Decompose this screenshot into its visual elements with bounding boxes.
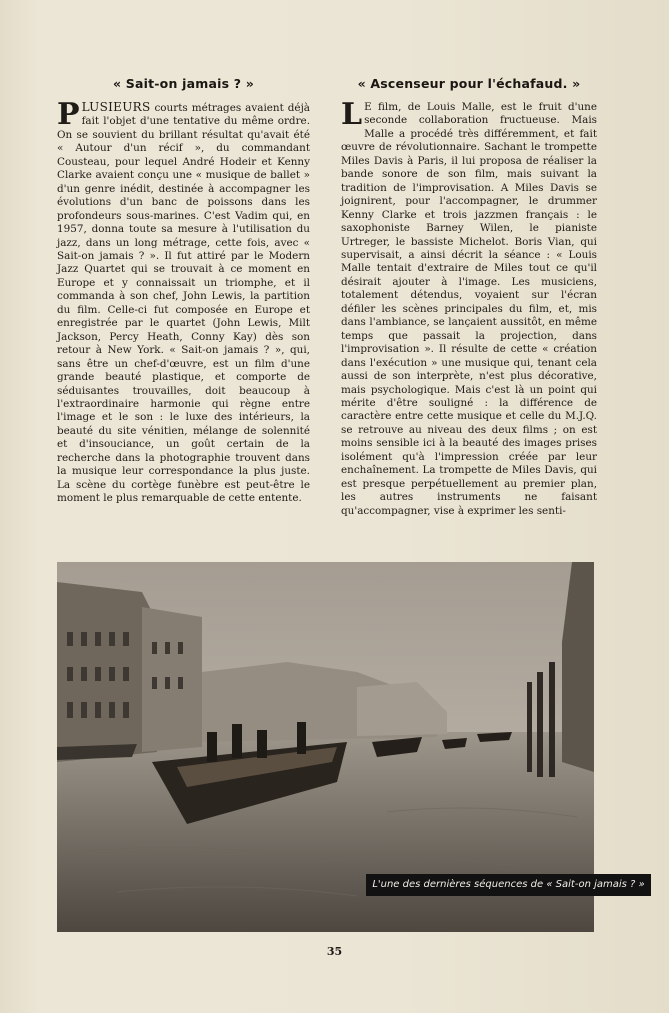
right-column-heading: « Ascenseur pour l'échafaud. » xyxy=(357,76,581,91)
photo-caption: L'une des dernières séquences de « Sait-on jamais ? » xyxy=(366,874,651,896)
right-column xyxy=(341,76,597,518)
right-column-text xyxy=(341,97,597,518)
right-dropcap: L xyxy=(341,97,363,132)
left-dropcap: P xyxy=(57,97,80,132)
left-column-heading: « Sait-on jamais ? » xyxy=(112,76,255,91)
left-lead-caps: LUSIEURS xyxy=(81,100,151,114)
left-column xyxy=(57,76,310,506)
right-body: E film, de Louis Malle, est le fruit d'une seconde collaboration fructueuse. Mais Malle a procédé très différemment, et fait œuvre de révolutionnaire. Sachant le trompette Miles Davis à Paris, il lui proposa de réaliser la bande sonore de son film, mais suivant la tradition de l'improvisation. A Miles Davis se joignirent, pour l'accompagner, le drummer Kenny Clarke et trois jazzmen français : le saxophoniste Barney Wilen, le pianiste Urtreger, le bassiste Michelot. Boris Vian, qui supervisait, a ainsi décrit la séance : « Louis Malle tentait d'extraire de Miles tout ce qu'il désirait ajouter à l'image. Les musiciens, totalement détendus, voyaient sur l'écran défiler les scènes principales du film, et, mis dans l'ambiance, se lançaient aussitôt, en même temps que passait la projection, dans l'improvisation ». Il résulte de cette « création dans l'exécution » une musique qui, tenant cela aussi de son interprète, n'est plus décorative, mais psychologique. Mais c'est là un point qui mérite d'être souligné : la différence de caractère entre cette musique et celle du M.J.Q. se retrouve au niveau des deux films ; on est moins sensible ici à la beauté des images prises isolément qu'à l'impression créée par leur enchaînement. La trompette de Miles Davis, qui est presque perpétuellement au premier plan, les autres instruments ne faisant qu'accompagner, vise à exprimer les senti- xyxy=(341,101,597,517)
page-number: 35 xyxy=(326,945,343,958)
left-column-text xyxy=(57,97,310,506)
left-body: courts métrages avaient déjà fait l'objet d'une tentative du même ordre. On se souvient du brillant résultat qu'avait été « Autour d'un récif », du commandant Cousteau, pour lequel André Hodeir et Kenny Clarke avaient conçu une « musique de ballet » d'un genre inédit, destinée à accompagner les évolutions d'un banc de poissons dans les profondeurs sous-marines. C'est Vadim qui, en 1957, donna toute sa mesure à l'utilisation du jazz, dans un long métrage, cette fois, avec « Sait-on jamais ? ». Il fut attiré par le Modern Jazz Quartet qui se trouvait à ce moment en Europe et y connaissait un triomphe, et il commanda à son chef, John Lewis, la partition du film. Celle-ci fut composée en Europe et enregistrée par le quartet (John Lewis, Milt Jackson, Percy Heath, Conny Kay) dès son retour à New York. « Sait-on jamais ? », qui, sans être un chef-d'œuvre, est un film d'une grande beauté plastique, et comporte de séduisantes trouvailles, doit beaucoup à l'extraordinaire harmonie qui règne entre l'image et le son : le luxe des intérieurs, la beauté du site vénitien, mélange de solennité et d'insouciance, un goût certain de la recherche dans la photographie trouvent dans la musique leur correspondance la plus juste. La scène du cortège funèbre est peut-être le moment le plus remarquable de cette entente. xyxy=(57,102,310,505)
palazzo-left-2 xyxy=(142,607,202,752)
